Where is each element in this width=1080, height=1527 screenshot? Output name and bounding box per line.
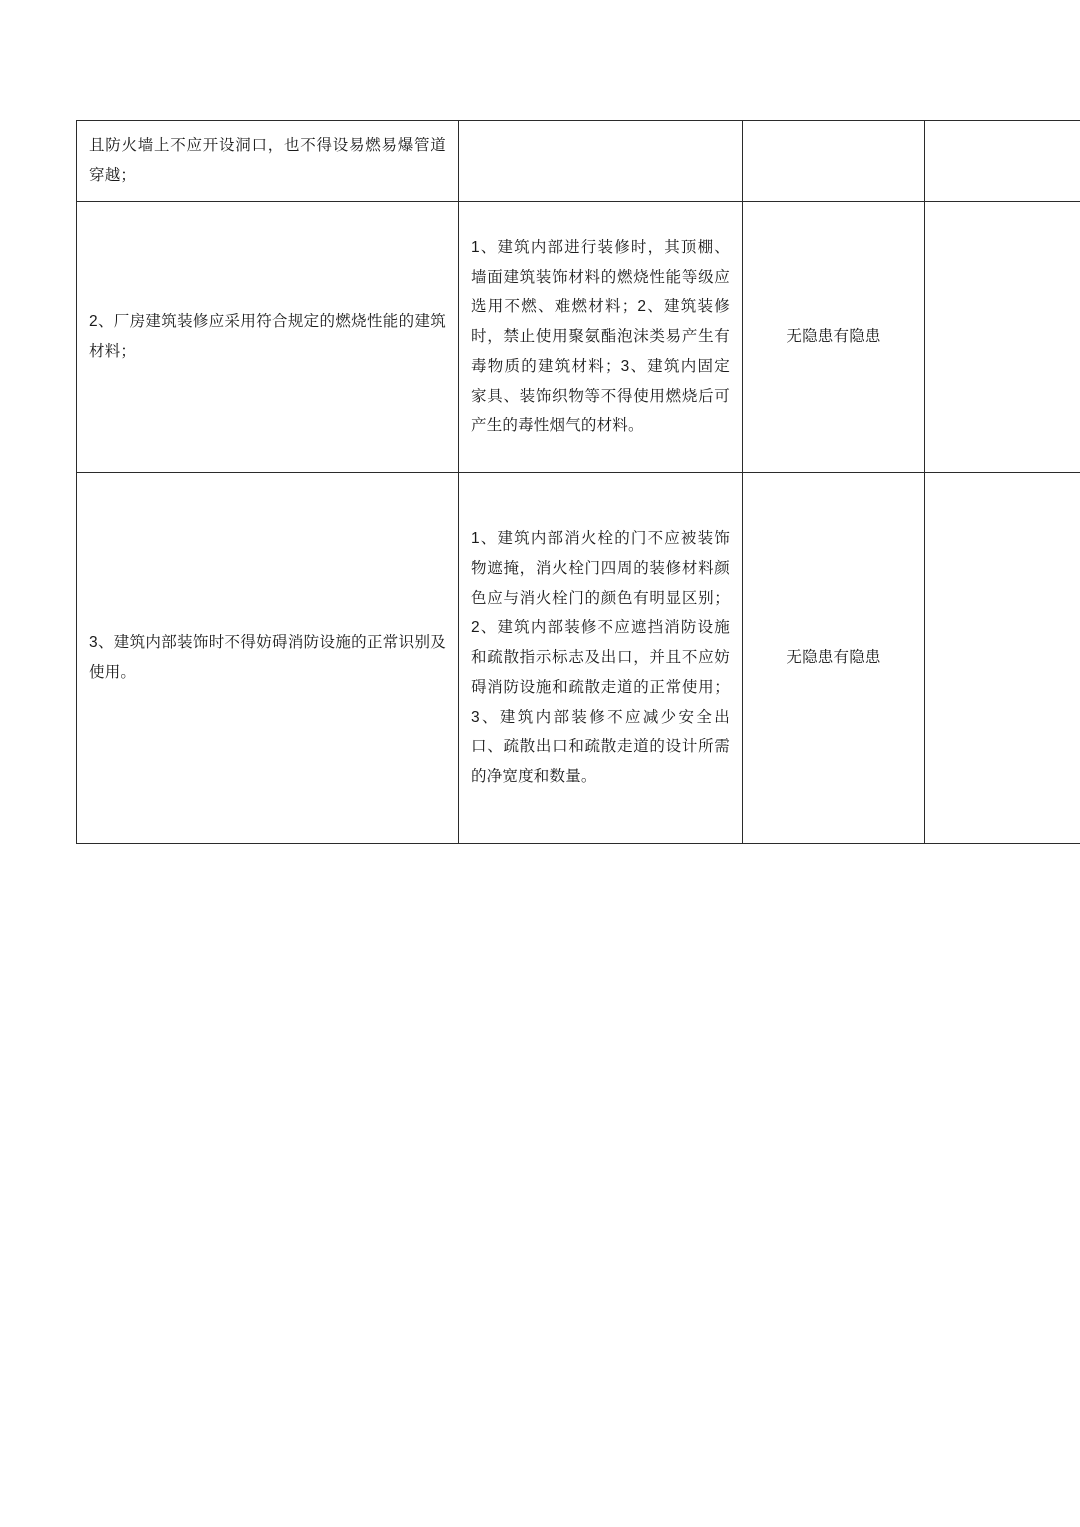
table-cell-status [743,121,925,202]
table-cell-item [77,121,459,202]
status-text: 无隐患有隐患 [786,649,881,667]
table-cell-status [743,473,925,844]
table-cell-detail [459,473,743,844]
table-cell-remark [925,121,1080,202]
table-cell-detail [459,202,743,473]
table-cell-item [77,202,459,473]
inspection-table [76,120,1080,844]
detail-text: 1、建筑内部进行装修时，其顶棚、墙面建筑装饰材料的燃烧性能等级应选用不燃、难燃材料；2、建筑装修时，禁止使用聚氨酯泡沫类易产生有毒物质的建筑材料；3、建筑内固定家具、装饰织物等不得使用燃烧后可产生的毒性烟气的材料。 [471,238,730,435]
item-text: 3、建筑内部装饰时不得妨碍消防设施的正常识别及使用。 [89,634,446,681]
table-row [77,473,1080,844]
table-cell-status [743,202,925,473]
status-text: 无隐患有隐患 [786,328,881,346]
table-cell-detail [459,121,743,202]
table-cell-remark [925,473,1080,844]
detail-text: 1、建筑内部消火栓的门不应被装饰物遮掩，消火栓门四周的装修材料颜色应与消火栓门的颜色有明显区别；2、建筑内部装修不应遮挡消防设施和疏散指示标志及出口，并且不应妨碍消防设施和疏散走道的正常使用；3、建筑内部装修不应减少安全出口、疏散出口和疏散走道的设计所需的净宽度和数量。 [471,530,730,786]
table-cell-remark [925,202,1080,473]
table-row [77,121,1080,202]
item-text: 2、厂房建筑装修应采用符合规定的燃烧性能的建筑材料； [89,313,446,360]
table-body [77,121,1080,844]
table-cell-item [77,473,459,844]
table-row [77,202,1080,473]
item-text: 且防火墙上不应开设洞口，也不得设易燃易爆管道穿越； [89,137,446,184]
